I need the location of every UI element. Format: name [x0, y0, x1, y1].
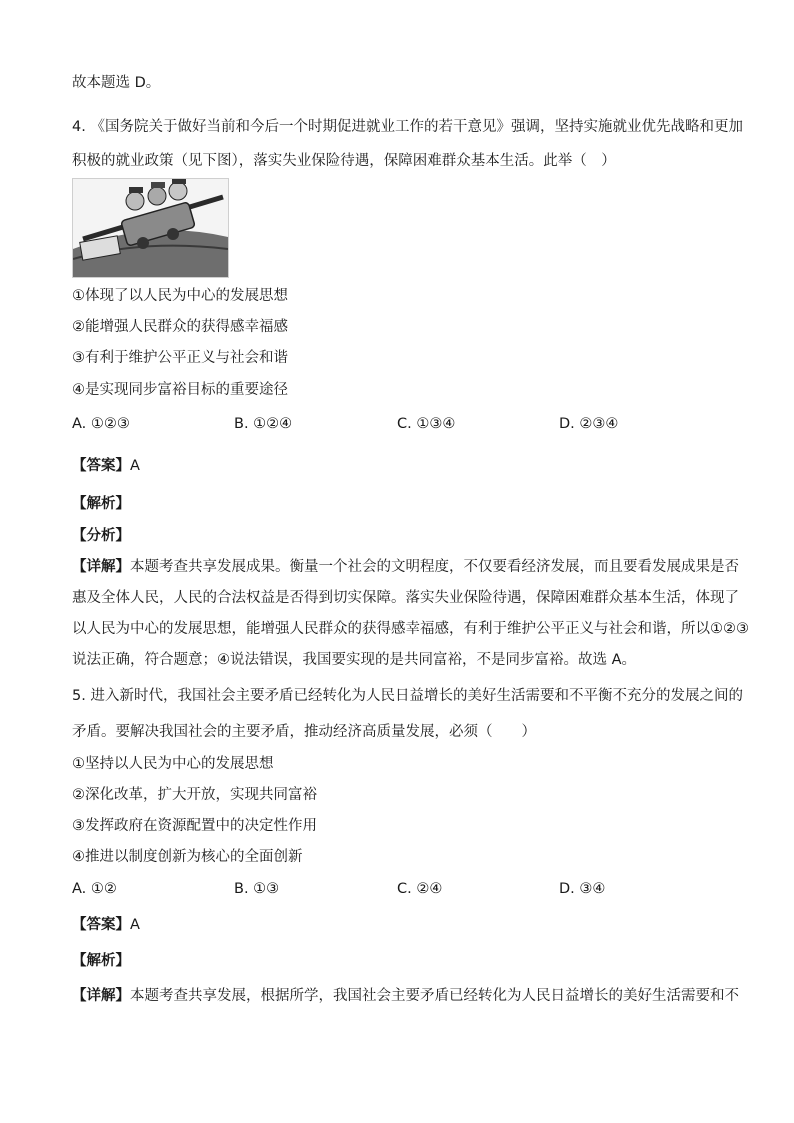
answer-value: A	[130, 458, 140, 474]
option-d[interactable]: D. ③④	[559, 881, 606, 897]
question-4-stem: 4. 《国务院关于做好当前和今后一个时期促进就业工作的若干意见》强调，坚持实施就业优先战略和更加	[72, 119, 743, 135]
answer-value: A	[130, 917, 140, 933]
fenxi-tag: 【分析】	[72, 528, 130, 544]
detail-tag: 【详解】	[72, 988, 130, 1004]
answer-tag: 【答案】	[72, 458, 130, 474]
option-b[interactable]: B. ①②④	[234, 416, 293, 432]
detail-line-1	[72, 557, 739, 577]
statement-4: ④是实现同步富裕目标的重要途径	[72, 382, 288, 398]
detail-line-2: 惠及全体人民，人民的合法权益是否得到切实保障。落实失业保险待遇，保障困难群众基本生活，体现了	[72, 590, 739, 606]
option-d[interactable]: D. ②③④	[559, 416, 619, 432]
statement-3: ③发挥政府在资源配置中的决定性作用	[72, 818, 317, 834]
question-5-stem: 5. 进入新时代，我国社会主要矛盾已经转化为人民日益增长的美好生活需要和不平衡不充分的发展之间的	[72, 688, 743, 704]
detail-line-1	[72, 986, 739, 1006]
statement-1: ①坚持以人民为中心的发展思想	[72, 756, 274, 772]
text-line: 故本题选 D。	[72, 75, 161, 91]
detail-tag: 【详解】	[72, 559, 130, 575]
answer-tag: 【答案】	[72, 917, 130, 933]
detail-text: 本题考查共享发展成果。衡量一个社会的文明程度，不仅要看经济发展，而且要看发展成果是否	[130, 559, 739, 575]
analysis-tag: 【解析】	[72, 496, 130, 512]
cartoon-icon	[73, 179, 228, 277]
statement-2: ②能增强人民群众的获得感幸福感	[72, 319, 288, 335]
statement-3: ③有利于维护公平正义与社会和谐	[72, 350, 288, 366]
option-a[interactable]: A. ①②	[72, 881, 117, 897]
statement-1: ①体现了以人民为中心的发展思想	[72, 288, 288, 304]
option-c[interactable]: C. ②④	[397, 881, 443, 897]
question-5-stem-cont: 矛盾。要解决我国社会的主要矛盾，推动经济高质量发展，必须（ ）	[72, 724, 536, 740]
detail-line-4: 说法正确，符合题意；④说法错误，我国要实现的是共同富裕，不是同步富裕。故选 A。	[72, 652, 637, 668]
answer-line	[72, 915, 140, 935]
answer-line	[72, 456, 140, 476]
analysis-tag: 【解析】	[72, 953, 130, 969]
statement-2: ②深化改革，扩大开放，实现共同富裕	[72, 787, 317, 803]
detail-text: 本题考查共享发展，根据所学，我国社会主要矛盾已经转化为人民日益增长的美好生活需要和不	[130, 988, 739, 1004]
detail-line-3: 以人民为中心的发展思想，能增强人民群众的获得感幸福感，有利于维护公平正义与社会和谐，所以①②③	[72, 621, 749, 637]
statement-4: ④推进以制度创新为核心的全面创新	[72, 849, 303, 865]
question-4-stem-cont: 积极的就业政策（见下图），落实失业保险待遇，保障困难群众基本生活。此举（ ）	[72, 153, 616, 169]
cartoon-illustration	[72, 178, 229, 278]
option-c[interactable]: C. ①③④	[397, 416, 456, 432]
option-a[interactable]: A. ①②③	[72, 416, 130, 432]
option-b[interactable]: B. ①③	[234, 881, 280, 897]
